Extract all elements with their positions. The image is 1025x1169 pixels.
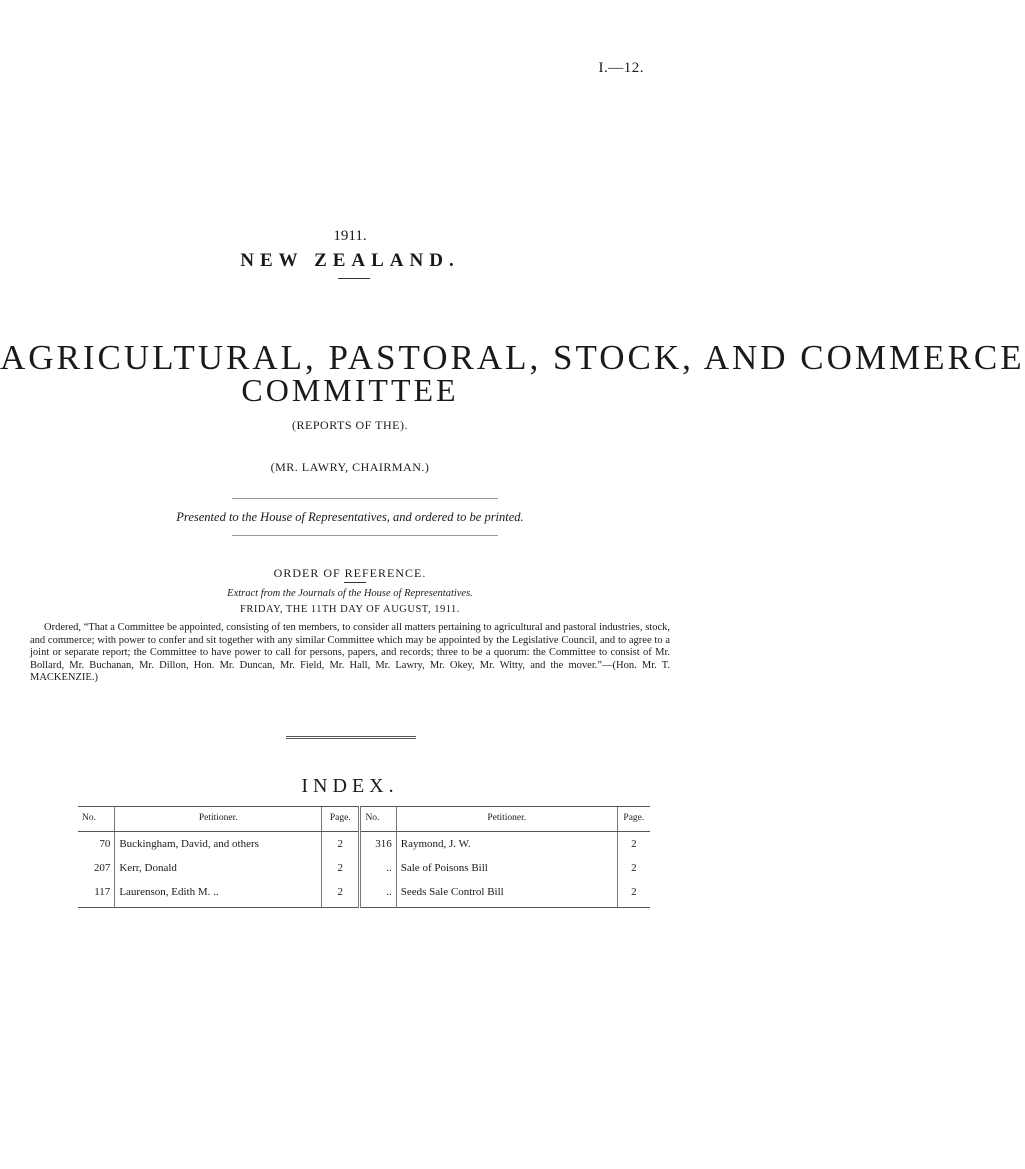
row-page: 2 <box>322 856 360 880</box>
row-petitioner: Sale of Poisons Bill <box>400 862 488 874</box>
order-of-reference-heading: ORDER OF REFERENCE. <box>273 566 427 580</box>
row-page: 2 <box>617 832 650 857</box>
index-header-row <box>78 807 650 832</box>
index-heading: INDEX. <box>301 775 399 797</box>
row-no: .. <box>360 880 396 908</box>
row-no: 207 <box>78 856 115 880</box>
header-page: Page. <box>617 807 650 832</box>
row-petitioner: Raymond, J. W. <box>400 838 471 850</box>
row-petitioner: Kerr, Donald <box>119 862 177 874</box>
table-row <box>78 832 650 857</box>
header-page: Page. <box>322 807 360 832</box>
report-subtitle: (REPORTS OF THE). <box>292 418 408 432</box>
row-no: 117 <box>78 880 115 908</box>
row-page: 2 <box>617 880 650 908</box>
order-of-reference-text: Ordered, “That a Committee be appointed, consisting of ten members, to consider all matters pertaining to agricultural and pastoral industries, stock, and commerce; with power to confer and sit together with any similar Committee which may be appointed by the Legislative Council, and to agree to a joint or separate report; the Committee to have power to call for persons, papers, and records; three to be a quorum: the Committee to consist of Mr. Bollard, Mr. Buchanan, Mr. Dillon, Hon. Mr. Duncan, Mr. Field, Mr. Hall, Mr. Lawry, Mr. Okey, Mr. Witty, and the mover.”—(Hon. Mr. T. MACKENZIE.) <box>30 622 670 683</box>
year: 1911. <box>333 228 367 244</box>
row-page: 2 <box>322 880 360 908</box>
row-page: 2 <box>322 832 360 857</box>
row-no: .. <box>360 856 396 880</box>
divider <box>232 498 498 499</box>
country-heading: NEW ZEALAND. <box>240 250 460 271</box>
divider <box>344 582 366 583</box>
row-no: 316 <box>360 832 396 857</box>
header-petitioner: Petitioner. <box>396 807 617 832</box>
row-no: 70 <box>78 832 115 857</box>
row-petitioner: Seeds Sale Control Bill <box>396 880 617 908</box>
chairman-line: (MR. LAWRY, CHAIRMAN.) <box>270 460 430 474</box>
presented-line: Presented to the House of Representatives, and ordered to be printed. <box>176 510 524 524</box>
row-petitioner: Laurenson, Edith M. .. <box>115 880 322 908</box>
table-row <box>78 880 650 908</box>
report-title-line-1: AGRICULTURAL, PASTORAL, STOCK, AND COMMERCE <box>0 338 1025 377</box>
row-page: 2 <box>617 856 650 880</box>
header-no: No. <box>78 807 115 832</box>
report-title-line-2: COMMITTEE <box>241 372 459 408</box>
index-table <box>78 806 650 908</box>
journal-extract-line: Extract from the Journals of the House of Representatives. <box>227 588 473 599</box>
divider <box>338 278 370 279</box>
sitting-date: FRIDAY, THE 11TH DAY OF AUGUST, 1911. <box>240 604 460 615</box>
table-row <box>78 856 650 880</box>
paper-reference: I.—12. <box>598 60 644 76</box>
row-petitioner: Buckingham, David, and others <box>119 838 259 850</box>
header-petitioner: Petitioner. <box>115 807 322 832</box>
divider <box>232 535 498 536</box>
header-no: No. <box>360 807 396 832</box>
section-divider <box>286 736 416 739</box>
